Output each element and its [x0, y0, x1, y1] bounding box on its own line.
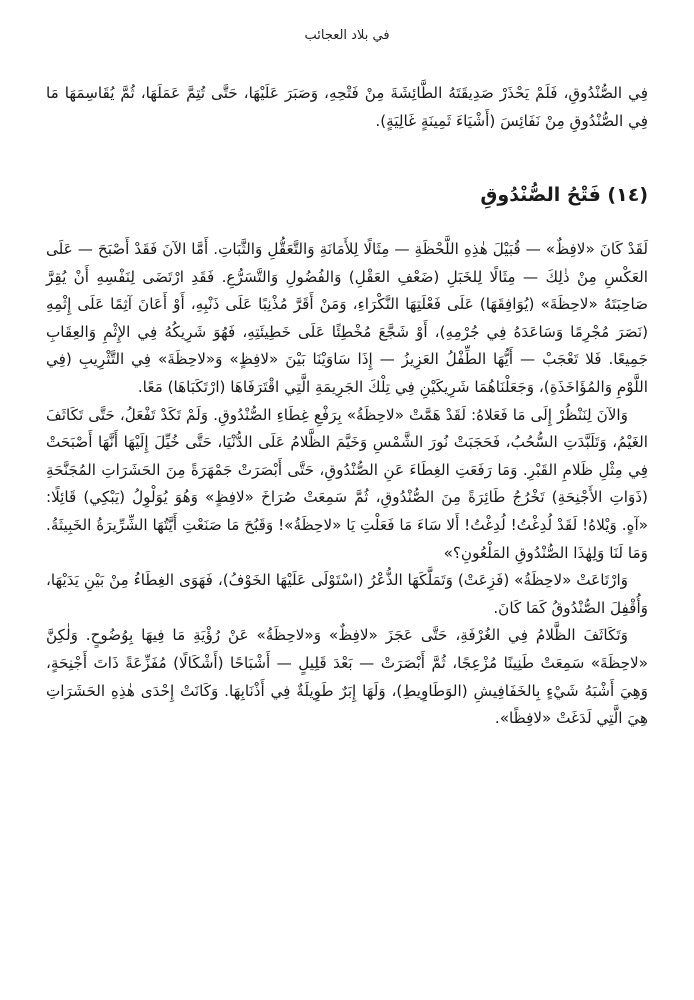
body-paragraph-2: وَالآنَ لِنَنْظُرْ إِلَى مَا فَعَلاهُ: لَقَدْ هَمَّتْ «لاحِظَةُ» بِرَفْعِ غِطَاءِ الصُّنْدُوقِ. وَلَمْ تَكَدْ تَفْعَلُ، حَتَّى تَكَاثَفَ الغَيْمُ، وَتَلَبَّدَتِ السُّحُبُ، فَحَجَبَتْ نُورَ الشَّمْسِ وَخَيَّمَ الظَّلامُ عَلَى الدُّنْيَا، حَتَّى خُيِّلَ إِلَيْهَا أَنَّهَا أَصْبَحَتْ فِي مِثْلِ ظَلامِ القَبْرِ. وَمَا رَفَعَتِ الغِطَاءَ عَنِ الصُّنْدُوقِ، حَتَّى أَبْصَرَتْ جَمْهَرَةً مِنَ الحَشَرَاتِ المُجَنَّحَةِ (ذَوَاتِ الأَجْنِحَةِ) تَخْرُجُ طَائِرَةً مِنَ الصُّنْدُوقِ، ثُمَّ سَمِعَتْ صُرَاخَ «لافِظٍ» وَهُوَ يُوَلْوِلُ (يَبْكِي) قَائِلًا: «آهٍ. وَيْلاهُ! لَقَدْ لُدِغْتُ! لُدِغْتُ! أَلا سَاءَ مَا فَعَلْتِ يَا «لاحِظَةُ»! وَقَبُحَ مَا صَنَعْتِ أَيَّتُهَا الشِّرِّيرَةُ الخَبِيثَةُ. وَمَا لَنَا وَلِهٰذَا الصُّنْدُوقِ المَلْعُونِ؟» — [46, 405, 648, 562]
chapter-title: (١٤) فَتْحُ الصُّنْدُوقِ — [480, 184, 648, 206]
chapter-body — [46, 236, 648, 733]
body-paragraph-3: وَارْتَاعَتْ «لاحِظَةُ» (فَزِعَتْ) وَتَمَلَّكَهَا الذُّعْرُ (اسْتَوْلَى عَلَيْهَا الخَوْفُ)، فَهَوَى الغِطَاءُ مِنْ بَيْنِ يَدَيْهَا، وَأُقْفِلَ الصُّنْدُوقُ كَمَا كَانَ. — [46, 571, 648, 617]
running-header-title: في بلاد العجائب — [304, 28, 390, 43]
body-paragraph-4: وَتَكَاثَفَ الظَّلامُ فِي الغُرْفَةِ، حَتَّى عَجَزَ «لافِظٌ» وَ«لاحِظَةُ» عَنْ رُؤْيَةِ مَا فِيهَا بِوُضُوحٍ. وَلٰكِنَّ «لاحِظَةَ» سَمِعَتْ طَنِينًا مُزْعِجًا، ثُمَّ أَبْصَرَتْ — بَعْدَ قَلِيلٍ — أَشْبَاحًا (أَشْكَالًا) مُفَزِّعَةً ذَاتَ أَجْنِحَةٍ، وَهِيَ أَشْبَهُ شَيْءٍ بِالخَفَافِيشِ (الوَطَاوِيطِ)، وَلَهَا إِبَرٌ طَوِيلَةٌ فِي أَذْنَابِهَا. وَكَانَتْ إِحْدَى هٰذِهِ الحَشَرَاتِ هِيَ الَّتِي لَدَغَتْ «لافِظًا». — [46, 626, 648, 728]
intro-paragraph: فِي الصُّنْدُوقِ، فَلَمْ يَحْذَرْ صَدِيقَتَهُ الطَّائِشَةَ مِنْ فَتْحِهِ، وَصَبَرَ عَلَيْهَا، حَتَّى تُتِمَّ عَمَلَهَا، ثُمَّ يُقَاسِمَهَا مَا فِي الصُّنْدُوقِ مِنْ نَفَائِسَ (أَشْيَاءَ ثَمِينَةٍ غَالِيَةٍ). — [46, 84, 648, 130]
book-page — [46, 0, 648, 1000]
body-paragraph-1: لَقَدْ كَانَ «لافِظٌ» — قُبَيْلَ هٰذِهِ اللَّحْظَةِ — مِثَالًا لِلأَمَانَةِ وَالتَّعَقُّلِ وَالثَّبَاتِ. أَمَّا الآنَ فَقَدْ أَصْبَحَ — عَلَى العَكْسِ مِنْ ذٰلِكَ — مِثَالًا لِلخَبَلِ (ضَعْفِ العَقْلِ) وَالفُضُولِ وَالتَّسَرُّعِ. فَقَدِ ارْتَضَى لِنَفْسِهِ أَنْ يُقِرَّ صَاحِبَتَهُ «لاحِظَةَ» (يُوَافِقَهَا) عَلَى فَعْلَتِهَا النَّكْرَاءِ، وَمَنْ أَقَرَّ مُذْنِبًا عَلَى ذَنْبِهِ، أَوْ أَعَانَ آثِمًا عَلَى إِثْمِهِ (نَصَرَ مُجْرِمًا وَسَاعَدَهُ فِي جُرْمِهِ)، أَوْ شَجَّعَ مُخْطِئًا عَلَى خَطِيئَتِهِ، فَهُوَ شَرِيكُهُ فِي الإِثْمِ وَالعِقَابِ جَمِيعًا. فَلا تَعْجَبْ — أَيُّهَا الطِّفْلُ العَزِيزُ — إِذَا سَاوَيْنَا بَيْنَ «لافِظٍ» وَ«لاحِظَةَ» فِي التَّثْرِيبِ (فِي اللَّوْمِ وَالمُؤَاخَذَةِ)، وَجَعَلْنَاهُمَا شَرِيكَيْنِ فِي تِلْكَ الجَرِيمَةِ الَّتِي اقْتَرَفَاهَا (ارْتَكَبَاهَا) مَعًا. — [46, 240, 648, 396]
